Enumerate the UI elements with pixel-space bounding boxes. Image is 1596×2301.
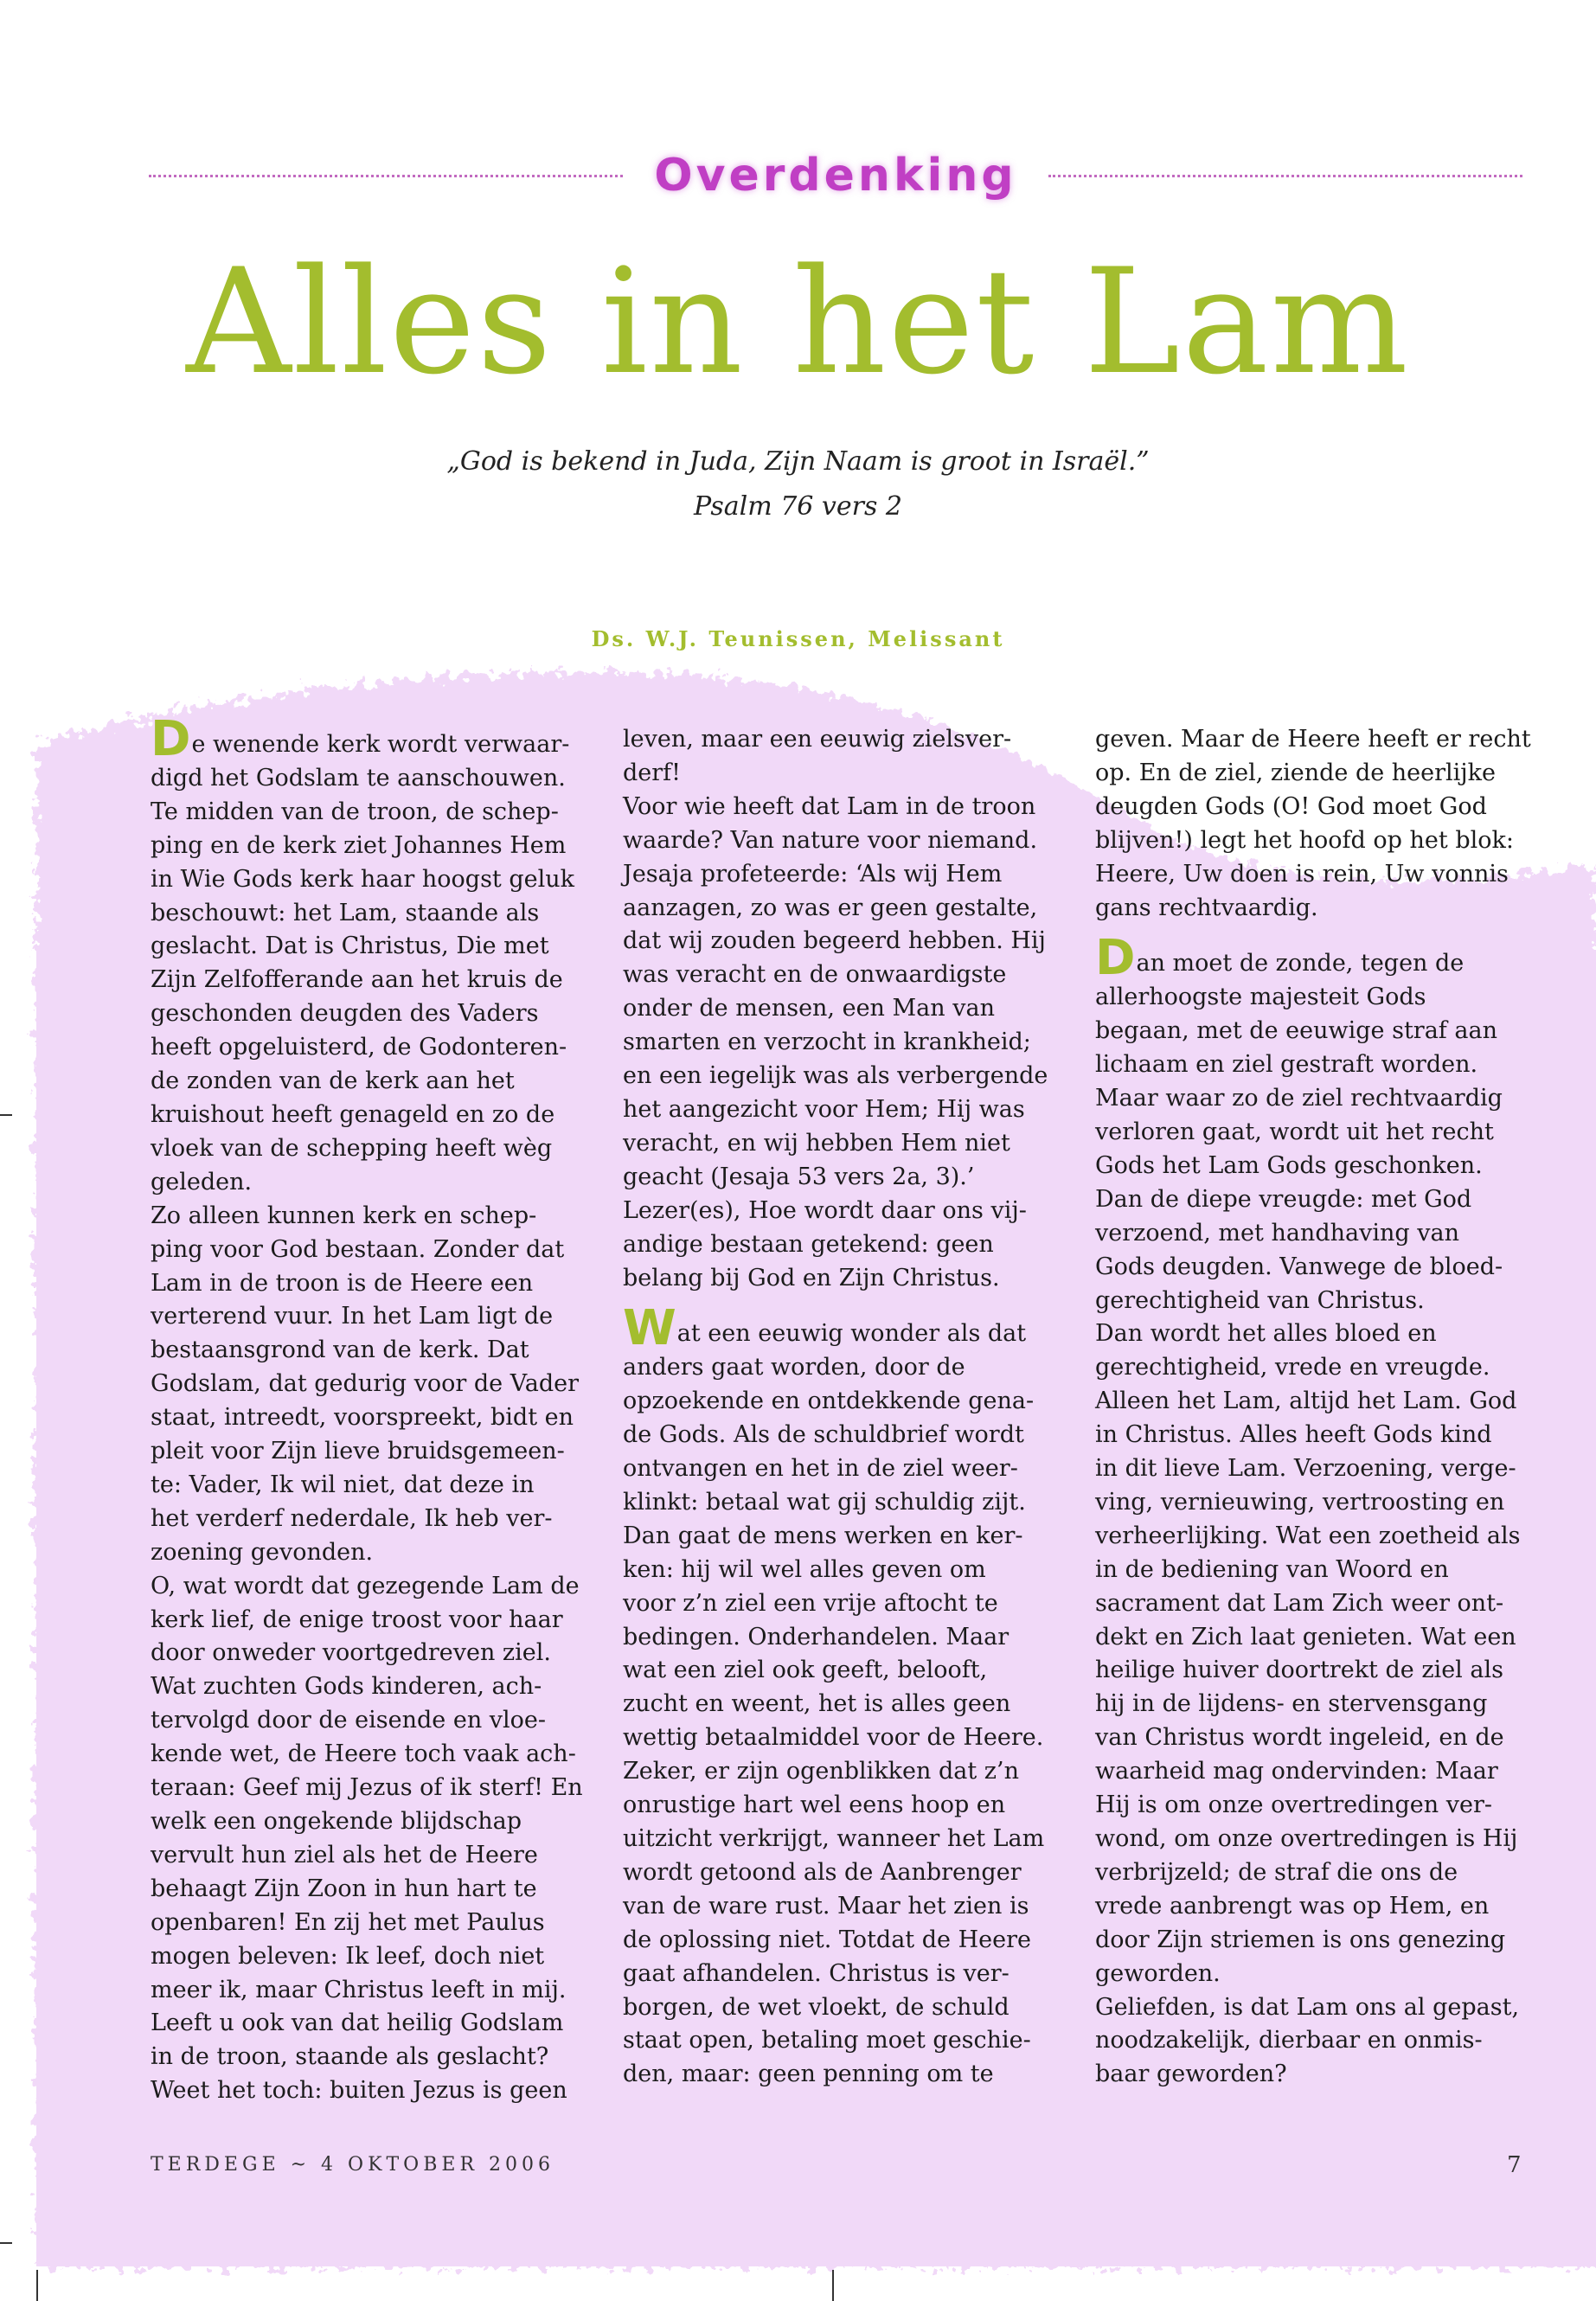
crop-mark [36,2270,38,2301]
column-2 [623,723,1073,2092]
crop-mark [832,2270,834,2301]
paragraph [151,711,600,1200]
paragraph [151,1570,600,2109]
author-byline: Ds. W.J. Teunissen, Melissant [591,626,1005,651]
paragraph [1095,723,1545,925]
paragraph-text: Zo alleen kunnen kerk en schep- ping voor God bestaan. Zonder dat Lam in de troon is de Heere een verterend vuur. In het Lam ligt de bestaansgrond van de kerk. Dat Godslam, dat gedurig voor de Vader staat, intreedt, voorspreekt, bidt en pleit voor Zijn lieve bruidsgemeen- te: Vader, Ik wil niet, dat deze in het verderf nederdale, Ik heb ver- zoening gevonden. [151,1202,580,1566]
dotted-rule-left [149,175,623,177]
paragraph-text: at een eeuwig wonder als dat anders gaat worden, door de opzoekende en ontdekkende gena- de Gods. Als de schuldbrief wordt ontvangen en het in de ziel weer- klinkt: betaal wat gij schuldig zijt. Dan gaat de mens werken en ker- ken: hij wil wel alles geven om voor z’n ziel een vrije aftocht te bedingen. Onderhandelen. Maar wat een ziel ook geeft, belooft, zucht en weent, het is alles geen wettig betaalmiddel voor de Heere. Zeker, er zijn ogenblikken dat z’n onrustige hart wel eens hoop en uitzicht verkrijgt, wanneer het Lam wordt getoond als de Aanbrenger van de ware rust. Maar het zien is de oplossing niet. Totdat de Heere gaat afhandelen. Christus is ver- borgen, de wet vloekt, de schuld staat open, betaling moet geschie- den, maar: geen penning om te [623,1320,1045,2088]
drop-cap: D [151,711,191,767]
section-label: Overdenking [654,150,1017,202]
paragraph [151,1200,600,1570]
paragraph [623,723,1073,1295]
crop-mark [0,2242,12,2244]
epigraph-text: „God is bekend in Juda, Zijn Naam is groot in Israël.” [446,446,1150,477]
dotted-rule-right [1048,175,1522,177]
footer-magazine: TERDEGE ~ 4 OKTOBER 2006 [151,2154,554,2176]
paragraph-text: an moet de zonde, tegen de allerhoogste majesteit Gods begaan, met de eeuwige straf aan lichaam en ziel gestraft worden. Maar waar zo de ziel rechtvaardig verloren gaat, wordt uit het recht Gods het Lam Gods geschonken. Dan de diepe vreugde: met God verzoend, met handhaving van Gods deugden. Vanwege de bloed- gerechtigheid van Christus. Dan wordt het alles bloed en gerechtigheid, vrede en vreugde. Alleen het Lam, altijd het Lam. God in Christus. Alles heeft Gods kind in dit lieve Lam. Verzoening, verge- ving, vernieuwing, vertroosting en verheerlijking. Wat een zoetheid als in de bediening van Woord en sacrament dat Lam Zich weer ont- dekt en Zich laat genieten. Wat een heilige huiver doortrekt de ziel als hij in de lijdens- en stervensgang van Christus wordt ingeleid, en de waarheid mag ondervinden: Maar Hij is om onze overtredingen ver- wond, om onze overtredingen is Hij verbrijzeld; de straf die ons de vrede aanbrengt was op Hem, en door Zijn striemen is ons genezing geworden. Geliefden, is dat Lam ons al gepast, noodzakelijk, dierbaar en onmis- baar geworden? [1095,950,1521,2088]
drop-cap: W [623,1300,676,1357]
paragraph-text: e wenende kerk wordt verwaar- digd het Godslam te aanschouwen. Te midden van de troon, de schep- ping en de kerk ziet Johannes Hem in Wie Gods kerk haar hoogst geluk beschouwt: het Lam, staande als geslacht. Dat is Christus, Die met Zijn Zelfofferande aan het kruis de geschonden deugden des Vaders heeft opgeluisterd, de Godonteren- de zonden van de kerk aan het kruishout heeft genageld en zo de vloek van de schepping heeft wèg geleden. [151,731,575,1195]
paragraph [1095,930,1545,2092]
crop-mark [0,1114,12,1116]
drop-cap: D [1095,930,1136,987]
section-header [149,145,1522,206]
column-1 [151,711,600,2108]
paragraph-text: leven, maar een eeuwig zielsver- derf! Voor wie heeft dat Lam in de troon waarde? Van nature voor niemand. Jesaja profeteerde: ‘Als wij Hem aanzagen, zo was er geen gestalte, dat wij zouden begeerd hebben. Hij was veracht en de onwaardigste onder de mensen, een Man van smarten en verzocht in krankheid; en een iegelijk was als verbergende het aangezicht voor Hem; Hij was veracht, en wij hebben Hem niet geacht (Jesaja 53 vers 2a, 3).’ Lezer(es), Hoe wordt daar ons vij- andige bestaan getekend: geen belang bij God en Zijn Christus. [623,726,1048,1292]
page-number: 7 [1507,2152,1522,2178]
paragraph-text: O, wat wordt dat gezegende Lam de kerk lief, de enige troost voor haar door onweder voortgedreven ziel. Wat zuchten Gods kinderen, ach- tervolgd door de eisende en vloe- kende wet, de Heere toch vaak ach- teraan: Geef mij Jezus of ik sterf! En welk een ongekende blijdschap vervult hun ziel als het de Heere behaagt Zijn Zoon in hun hart te openbaren! En zij het met Paulus mogen beleven: Ik leef, doch niet meer ik, maar Christus leeft in mij. Leeft u ook van dat heilig Godslam in de troon, staande als geslacht? Weet het toch: buiten Jezus is geen [151,1572,583,2105]
epigraph [0,439,1596,529]
article-title: Alles in het Lam [186,237,1410,407]
paragraph-text: geven. Maar de Heere heeft er recht op. En de ziel, ziende de heerlijke deugden Gods (O! God moet God blijven!) legt het hoofd op het blok: Heere, Uw doen is rein, Uw vonnis gans rechtvaardig. [1095,726,1531,921]
column-3 [1095,723,1545,2092]
epigraph-reference: Psalm 76 vers 2 [693,491,902,522]
paragraph [623,1300,1073,2092]
